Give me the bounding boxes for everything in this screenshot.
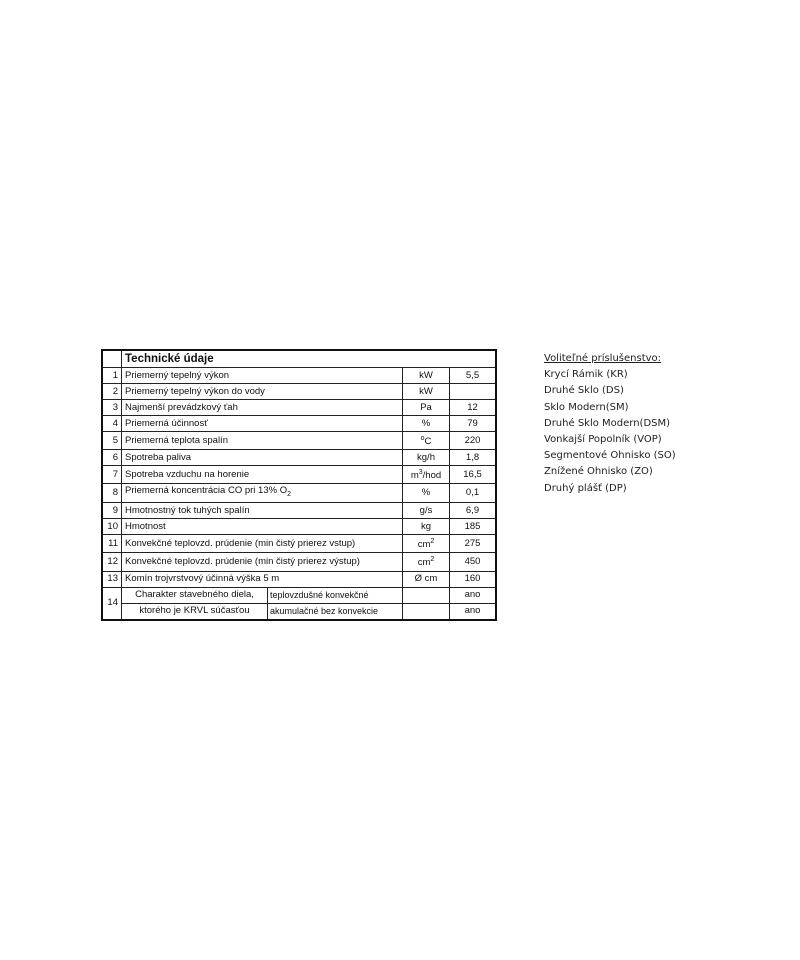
row-unit: kg/h bbox=[403, 450, 450, 466]
row-unit: kW bbox=[403, 368, 450, 384]
row-label: Priemerný tepelný výkon do vody bbox=[122, 384, 403, 400]
row14-sub1: teplovzdušné konvekčné bbox=[268, 587, 403, 603]
row14-unit2 bbox=[403, 603, 450, 619]
row-value: 450 bbox=[450, 553, 496, 571]
table-header-row bbox=[103, 351, 496, 368]
row-value: 16,5 bbox=[450, 466, 496, 484]
row-number: 13 bbox=[103, 571, 122, 587]
table-row bbox=[103, 416, 496, 432]
row-unit: % bbox=[403, 416, 450, 432]
row-value: 275 bbox=[450, 535, 496, 553]
row-number: 6 bbox=[103, 450, 122, 466]
accessories-items bbox=[544, 367, 676, 497]
table-row bbox=[103, 503, 496, 519]
row-unit bbox=[403, 466, 450, 484]
row14-sub2: akumulačné bez konvekcie bbox=[268, 603, 403, 619]
accessories-list bbox=[544, 351, 676, 497]
accessory-item: Krycí Rámik (KR) bbox=[544, 369, 628, 381]
row14-value1: ano bbox=[450, 587, 496, 603]
row-number: 7 bbox=[103, 466, 122, 484]
table-row bbox=[103, 450, 496, 466]
row-label: Konvekčné teplovzd. prúdenie (min čistý prierez vstup) bbox=[122, 535, 403, 553]
row-number: 5 bbox=[103, 432, 122, 450]
row-number: 14 bbox=[103, 587, 122, 619]
accessory-item: Druhý plášť (DP) bbox=[544, 482, 627, 494]
table-row bbox=[103, 466, 496, 484]
row-label-text: Priemerná koncentrácia CO pri 13% O bbox=[125, 485, 288, 497]
row-number: 2 bbox=[103, 384, 122, 400]
unit-base: cm bbox=[417, 557, 431, 569]
row-label bbox=[122, 484, 403, 503]
row-unit: Pa bbox=[403, 400, 450, 416]
row-label: Najmenší prevádzkový ťah bbox=[122, 400, 403, 416]
table-row bbox=[103, 535, 496, 553]
row-label: Komín trojvrstvový účinná výška 5 m bbox=[122, 571, 403, 587]
row-label: Priemerný tepelný výkon bbox=[122, 368, 403, 384]
row-value: 160 bbox=[450, 571, 496, 587]
row-unit: % bbox=[403, 484, 450, 503]
row-value: 79 bbox=[450, 416, 496, 432]
row-number: 9 bbox=[103, 503, 122, 519]
table-body bbox=[103, 368, 496, 588]
unit-tail: /hod bbox=[422, 470, 442, 482]
row-label: Spotreba vzduchu na horenie bbox=[122, 466, 403, 484]
table-row bbox=[103, 484, 496, 503]
row-number: 1 bbox=[103, 368, 122, 384]
row-value: 0,1 bbox=[450, 484, 496, 503]
row-label: Konvekčné teplovzd. prúdenie (min čistý prierez výstup) bbox=[122, 553, 403, 571]
unit-superscript: 3 bbox=[418, 469, 423, 477]
table-row bbox=[103, 432, 496, 450]
row-label: Hmotnost bbox=[122, 519, 403, 535]
row-value: 1,8 bbox=[450, 450, 496, 466]
row14-value2: ano bbox=[450, 603, 496, 619]
table-row bbox=[103, 571, 496, 587]
row14-label-line2: ktorého je KRVL súčasťou bbox=[122, 603, 268, 619]
unit-base: C bbox=[424, 436, 432, 448]
row-label: Hmotnostný tok tuhých spalín bbox=[122, 503, 403, 519]
unit-base: cm bbox=[417, 539, 431, 551]
table-row bbox=[103, 384, 496, 400]
row-label: Spotreba paliva bbox=[122, 450, 403, 466]
row-unit: g/s bbox=[403, 503, 450, 519]
accessory-item: Sklo Modern(SM) bbox=[544, 401, 629, 413]
row-unit: kW bbox=[403, 384, 450, 400]
table-title: Technické údaje bbox=[122, 351, 496, 368]
row-value: 5,5 bbox=[450, 368, 496, 384]
table-row bbox=[103, 400, 496, 416]
unit-base: m bbox=[410, 470, 419, 482]
row-value: 6,9 bbox=[450, 503, 496, 519]
accessories-title: Voliteľné príslušenstvo: bbox=[544, 353, 662, 364]
row-unit bbox=[403, 432, 450, 450]
row-number: 3 bbox=[103, 400, 122, 416]
row-unit: kg bbox=[403, 519, 450, 535]
row-label-subscript: 2 bbox=[287, 491, 291, 499]
unit-superscript: 2 bbox=[430, 556, 435, 564]
table-row bbox=[103, 368, 496, 384]
accessory-item: Znížené Ohnisko (ZO) bbox=[544, 466, 653, 478]
row-unit bbox=[403, 535, 450, 553]
row14-unit1 bbox=[403, 587, 450, 603]
row-number: 8 bbox=[103, 484, 122, 503]
table-row bbox=[103, 519, 496, 535]
row14-label-line1: Charakter stavebného diela, bbox=[122, 587, 268, 603]
row-value bbox=[450, 384, 496, 400]
unit-superscript: 2 bbox=[430, 538, 435, 546]
row-value: 220 bbox=[450, 432, 496, 450]
row-value: 185 bbox=[450, 519, 496, 535]
row-label: Priemerná účinnosť bbox=[122, 416, 403, 432]
accessory-item: Segmentové Ohnisko (SO) bbox=[544, 450, 676, 462]
row-number: 4 bbox=[103, 416, 122, 432]
row-label: Priemerná teplota spalín bbox=[122, 432, 403, 450]
table-row-14a bbox=[103, 587, 496, 603]
row-number: 12 bbox=[103, 553, 122, 571]
header-corner bbox=[103, 351, 122, 368]
accessory-item: Vonkajší Popolník (VOP) bbox=[544, 434, 662, 446]
accessory-item: Druhé Sklo Modern(DSM) bbox=[544, 417, 671, 429]
table-row bbox=[103, 553, 496, 571]
unit-superscript: o bbox=[420, 435, 425, 442]
row-unit bbox=[403, 553, 450, 571]
table-row-14b bbox=[103, 603, 496, 619]
row-number: 10 bbox=[103, 519, 122, 535]
row-number: 11 bbox=[103, 535, 122, 553]
row-value: 12 bbox=[450, 400, 496, 416]
technical-data-table bbox=[102, 350, 496, 620]
row-unit: Ø cm bbox=[403, 571, 450, 587]
accessory-item: Druhé Sklo (DS) bbox=[544, 385, 624, 397]
